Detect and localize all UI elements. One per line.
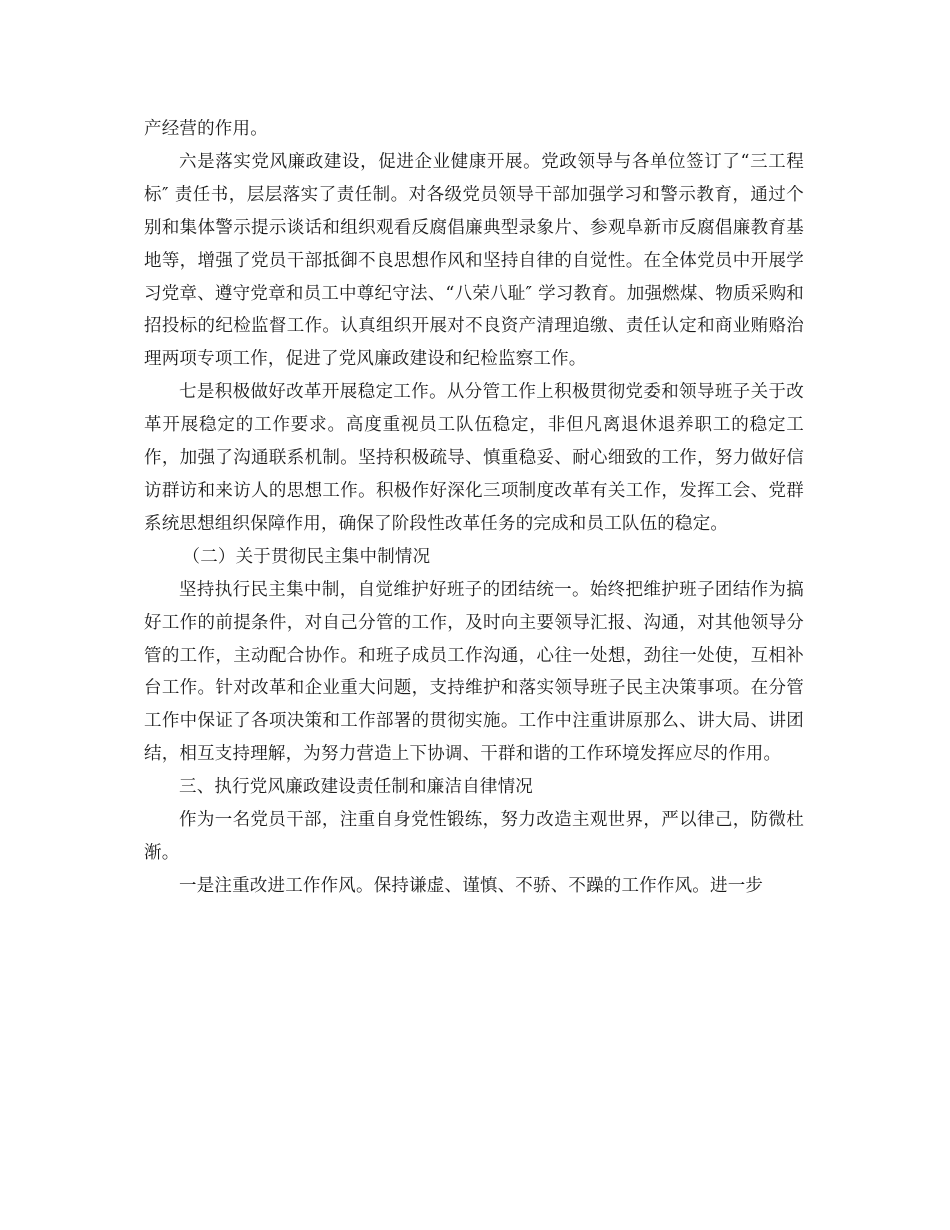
paragraph-continuation: 产经营的作用。: [144, 119, 268, 139]
section-heading-democratic-centralism: （二）关于贯彻民主集中制情况: [182, 546, 431, 567]
document-body: [144, 113, 804, 903]
paragraph-item-seven: 七是积极做好改革开展稳定工作。从分管工作上积极贯彻党委和领导班子关于改革开展稳定的工作要求。高度重视员工队伍稳定，非但凡离退休退养职工的稳定工作，加强了沟通联系机制。坚持积极疏导、慎重稳妥、耐心细致的工作，努力做好信访群访和来访人的思想工作。积极作好深化三项制度改革有关工作，发挥工会、党群系统思想组织保障作用，确保了阶段性改革任务的完成和员工队伍的稳定。: [144, 382, 804, 534]
section-heading-integrity: 三、执行党风廉政建设责任制和廉洁自律情况: [179, 777, 533, 798]
paragraph-integrity-intro: 作为一名党员干部，注重自身党性锻练，努力改造主观世界，严以律己，防微杜渐。: [144, 810, 804, 863]
paragraph-item-one: 一是注重改进工作作风。保持谦虚、谨慎、不骄、不躁的工作作风。进一步: [179, 875, 764, 896]
paragraph-democratic-centralism: 坚持执行民主集中制，自觉维护好班子的团结统一。始终把维护班子团结作为搞好工作的前提条件，对自己分管的工作，及时向主要领导汇报、沟通，对其他领导分管的工作，主动配合协作。和班子成员工作沟通，心往一处想，劲往一处使，互相补台工作。针对改革和企业重大问题，支持维护和落实领导班子民主决策事项。在分管工作中保证了各项决策和工作部署的贯彻实施。工作中注重讲原那么、讲大局、讲团结，相互支持理解，为努力营造上下协调、干群和谐的工作环境发挥应尽的作用。: [144, 579, 804, 765]
paragraph-item-six: 六是落实党风廉政建设，促进企业健康开展。党政领导与各单位签订了“三工程标″ 责任书，层层落实了责任制。对各级党员领导干部加强学习和警示教育，通过个别和集体警示提示谈话和组织观看反腐倡廉典型录象片、参观阜新市反腐倡廉教育基地等，增强了党员干部抵御不良思想作风和坚持自律的自觉性。在全体党员中开展学习党章、遵守党章和员工中尊纪守法、“八荣八耻″ 学习教育。加强燃煤、物质采购和招投标的纪检监督工作。认真组织开展对不良资产清理追缴、责任认定和商业贿赂治理两项专项工作，促进了党风廉政建设和纪检监察工作。: [144, 151, 804, 370]
